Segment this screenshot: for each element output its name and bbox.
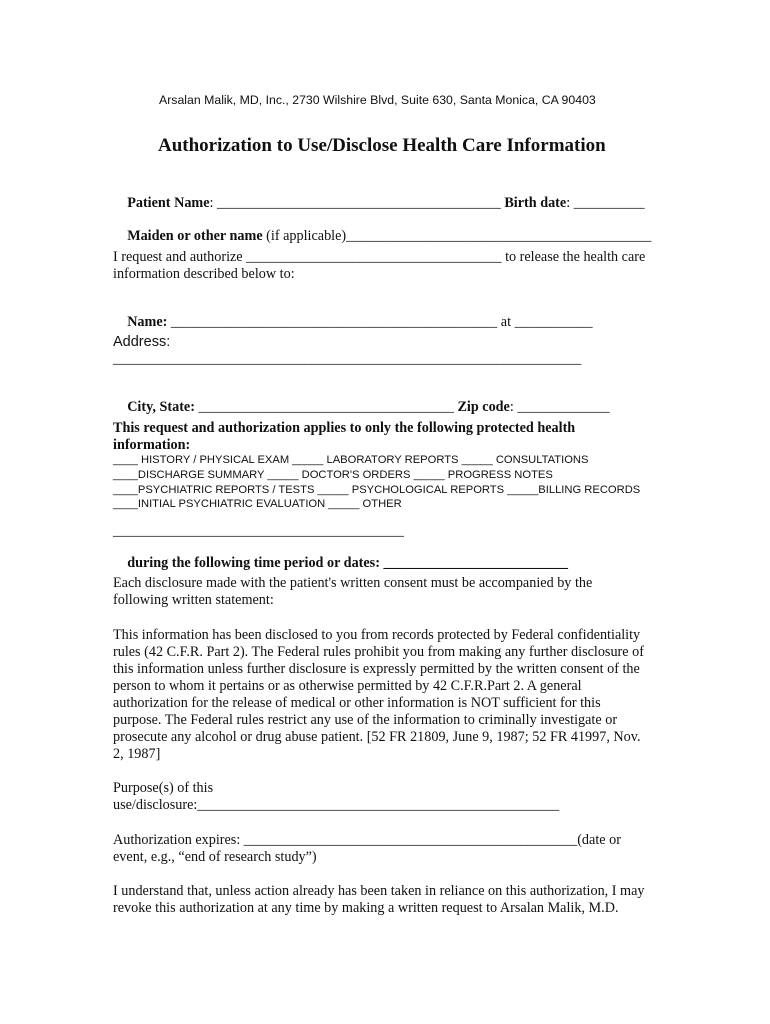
maiden-name-blank[interactable]: (if applicable)___________________________________________ — [262, 228, 652, 245]
statement-line: person to whom it pertains or as otherwise permitted by 42 C.F.R.Part 2. A general — [113, 678, 582, 694]
birth-date-label: Birth date — [504, 195, 567, 212]
record-types-row-1[interactable]: ____ HISTORY / PHYSICAL EXAM _____ LABORATORY REPORTS _____ CONSULTATIONS — [113, 454, 589, 466]
birth-date-blank[interactable]: : __________ — [566, 195, 645, 212]
protected-info-heading-2: information: — [113, 437, 191, 453]
statement-line: authorization for the release of medical or other information is NOT sufficient for this — [113, 695, 601, 711]
zip-code-label: Zip code — [457, 399, 510, 416]
recipient-name-blank[interactable]: ______________________________________________ at ___________ — [170, 314, 593, 331]
record-types-row-3[interactable]: ____PSYCHIATRIC REPORTS / TESTS _____ PSYCHOLOGICAL REPORTS _____BILLING RECORDS — [113, 484, 641, 496]
purpose-label: Purpose(s) of this — [113, 780, 214, 796]
address-blank[interactable]: __________________________________________________________________ — [113, 351, 582, 367]
recipient-name-label: Name: — [127, 314, 171, 331]
authorization-expires-field[interactable]: Authorization expires: _______________________________________________(date or — [113, 832, 621, 848]
time-period-blank[interactable]: __________________________ — [383, 555, 568, 572]
patient-name-blank[interactable]: : ________________________________________ — [209, 195, 505, 212]
purpose-blank[interactable]: use/disclosure:___________________________________________________ — [113, 797, 560, 813]
statement-line: purpose. The Federal rules restrict any use of the information to criminally investigate or — [113, 712, 618, 728]
disclosure-intro: Each disclosure made with the patient's written consent must be accompanied by the — [113, 575, 593, 591]
recipient-name-row[interactable] — [113, 301, 593, 344]
request-authorize-line[interactable]: I request and authorize ____________________________________ to release the health care — [113, 249, 646, 265]
revocation-statement-2: revoke this authorization at any time by making a written request to Arsalan Malik, M.D. — [113, 900, 619, 916]
city-state-label: City, State: — [127, 399, 199, 416]
request-authorize-line-2: information described below to: — [113, 266, 295, 282]
statement-line: 2, 1987] — [113, 746, 161, 762]
authorization-expires-hint: event, e.g., “end of research study”) — [113, 849, 317, 865]
protected-info-heading: This request and authorization applies to only the following protected health — [113, 420, 576, 436]
form-title: Authorization to Use/Disclose Health Care Information — [158, 135, 606, 156]
disclosure-intro-2: following written statement: — [113, 592, 274, 608]
city-state-blank[interactable]: ____________________________________ — [198, 399, 458, 416]
other-records-blank[interactable]: _________________________________________ — [113, 523, 404, 539]
time-period-label: during the following time period or dates: — [127, 555, 384, 572]
patient-name-label: Patient Name — [127, 195, 210, 212]
record-types-row-2[interactable]: ____DISCHARGE SUMMARY _____ DOCTOR'S ORDERS _____ PROGRESS NOTES — [113, 469, 553, 481]
statement-line: This information has been disclosed to you from records protected by Federal confidentiality — [113, 627, 641, 643]
statement-line: this information unless further disclosure is expressly permitted by the written consent of the — [113, 661, 640, 677]
record-types-row-4[interactable]: ____INITIAL PSYCHIATRIC EVALUATION _____ OTHER — [113, 498, 402, 510]
statement-line: prosecute any alcohol or drug abuse patient. [52 FR 21809, June 9, 1987; 52 FR 41997, Nov. — [113, 729, 641, 745]
zip-code-blank[interactable]: : _____________ — [509, 399, 610, 416]
address-label: Address: — [113, 334, 171, 350]
statement-line: rules (42 C.F.R. Part 2). The Federal rules prohibit you from making any further disclosure of — [113, 644, 644, 660]
practice-address-line: Arsalan Malik, MD, Inc., 2730 Wilshire Blvd, Suite 630, Santa Monica, CA 90403 — [159, 93, 596, 107]
maiden-name-label: Maiden or other name — [127, 228, 263, 245]
revocation-statement: I understand that, unless action already has been taken in reliance on this authorization, I may — [113, 883, 645, 899]
